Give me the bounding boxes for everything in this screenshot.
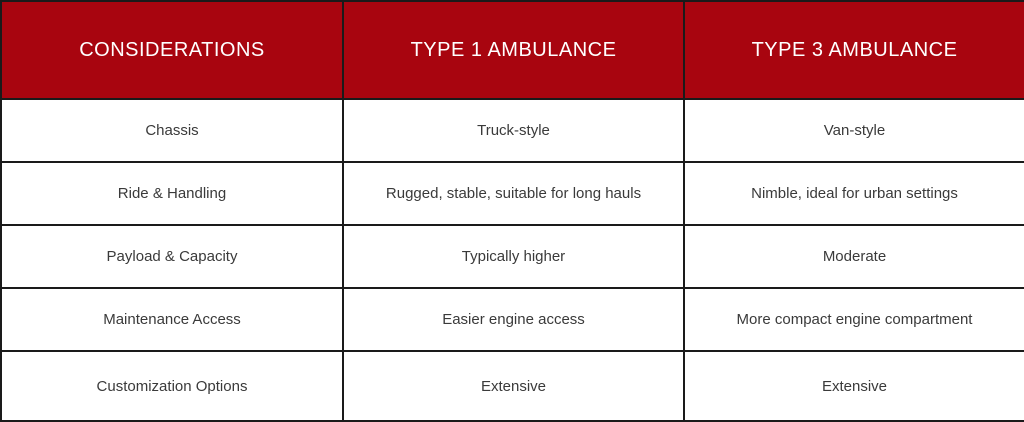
header-row bbox=[1, 1, 1024, 99]
table-row bbox=[1, 225, 1024, 288]
type-1-cell: Rugged, stable, suitable for long hauls bbox=[343, 162, 684, 225]
table-row bbox=[1, 162, 1024, 225]
consideration-cell: Customization Options bbox=[1, 351, 343, 421]
header-considerations: CONSIDERATIONS bbox=[1, 1, 343, 99]
type-3-cell: Van-style bbox=[684, 99, 1024, 162]
type-1-cell: Extensive bbox=[343, 351, 684, 421]
header-type-1-ambulance: TYPE 1 AMBULANCE bbox=[343, 1, 684, 99]
header-type-3-ambulance: TYPE 3 AMBULANCE bbox=[684, 1, 1024, 99]
type-3-cell: Moderate bbox=[684, 225, 1024, 288]
type-3-cell: Extensive bbox=[684, 351, 1024, 421]
type-3-cell: More compact engine compartment bbox=[684, 288, 1024, 351]
consideration-cell: Ride & Handling bbox=[1, 162, 343, 225]
type-1-cell: Typically higher bbox=[343, 225, 684, 288]
type-3-cell: Nimble, ideal for urban settings bbox=[684, 162, 1024, 225]
table-header bbox=[1, 1, 1024, 99]
type-1-cell: Truck-style bbox=[343, 99, 684, 162]
consideration-cell: Chassis bbox=[1, 99, 343, 162]
consideration-cell: Payload & Capacity bbox=[1, 225, 343, 288]
consideration-cell: Maintenance Access bbox=[1, 288, 343, 351]
table-row bbox=[1, 99, 1024, 162]
table-body bbox=[1, 99, 1024, 421]
type-1-cell: Easier engine access bbox=[343, 288, 684, 351]
table-row bbox=[1, 351, 1024, 421]
table-row bbox=[1, 288, 1024, 351]
